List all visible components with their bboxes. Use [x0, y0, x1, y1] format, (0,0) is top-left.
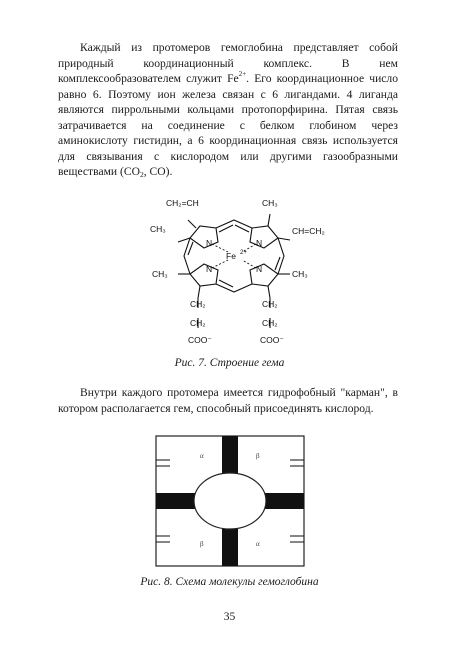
figure-7-caption: Рис. 7. Строение гема — [174, 357, 285, 369]
coo-right: COO⁻ — [260, 335, 284, 345]
heme-structure-drawing — [140, 190, 340, 358]
coo-left: COO⁻ — [188, 335, 212, 345]
ch2-left-1: CH₂ — [190, 299, 206, 309]
co2-subscript: 2 — [140, 170, 144, 179]
fe-charge-label: 2+ — [240, 250, 247, 256]
paragraph-2 — [58, 385, 398, 416]
figure-8-caption: Рис. 8. Схема молекулы гемоглобина — [140, 576, 319, 588]
subunit-label-3: β — [200, 540, 204, 548]
n-label-top-right: N — [256, 238, 263, 248]
ch2-right-2: CH₂ — [262, 318, 278, 328]
ch2-right-1: CH₂ — [262, 299, 278, 309]
vinyl-right-label: CH=CH₂ — [292, 226, 325, 236]
page-number: 35 — [223, 611, 236, 623]
fe-charge: 2+ — [238, 70, 247, 78]
p2-text: Внутри каждого протомера имеется гидрофобный "карман", в котором располагается гем, способный присоединять кислород. — [58, 386, 398, 415]
fe-label: Fe — [226, 251, 236, 261]
hemoglobin-schematic-drawing — [152, 432, 308, 570]
subunit-label-1: α — [200, 452, 204, 460]
ch3-left-label: CH₃ — [150, 224, 166, 234]
p1-text-c: , CO). — [143, 165, 173, 178]
ch3-top-right-label: CH₃ — [262, 198, 278, 208]
n-label-bottom-right: N — [256, 264, 263, 274]
paragraph-1 — [58, 40, 398, 180]
ch2-left-2: CH₂ — [190, 318, 206, 328]
ch3-bottom-right-label: CH₃ — [292, 269, 308, 279]
subunit-label-2: β — [256, 452, 260, 460]
heme-structure-figure — [140, 190, 340, 358]
n-label-bottom-left: N — [206, 264, 213, 274]
p1-text-a: Каждый из протомеров гемоглобина представляет собой природный координационный комплекс. В нем комплексообразователем служит Fe — [58, 41, 398, 85]
subunit-label-4: α — [256, 540, 260, 548]
p1-text-b: . Его координационное число равно 6. Поэтому ион железа связан с 6 лигандами. 4 лиганда являются пиррольными кольцами протопорфирина. Пятая связь затрачивается на соединение с белком глобином через аминокислоту гистидин, а 6 координационная связь используется для связывания с кислородом или другими газообразными веществами (CO — [58, 72, 398, 178]
hemoglobin-schematic-figure — [152, 432, 308, 570]
n-label-top-left: N — [206, 238, 213, 248]
vinyl-top-label: CH₂=CH — [166, 198, 199, 208]
ch3-bottom-left-label: CH₃ — [152, 269, 168, 279]
